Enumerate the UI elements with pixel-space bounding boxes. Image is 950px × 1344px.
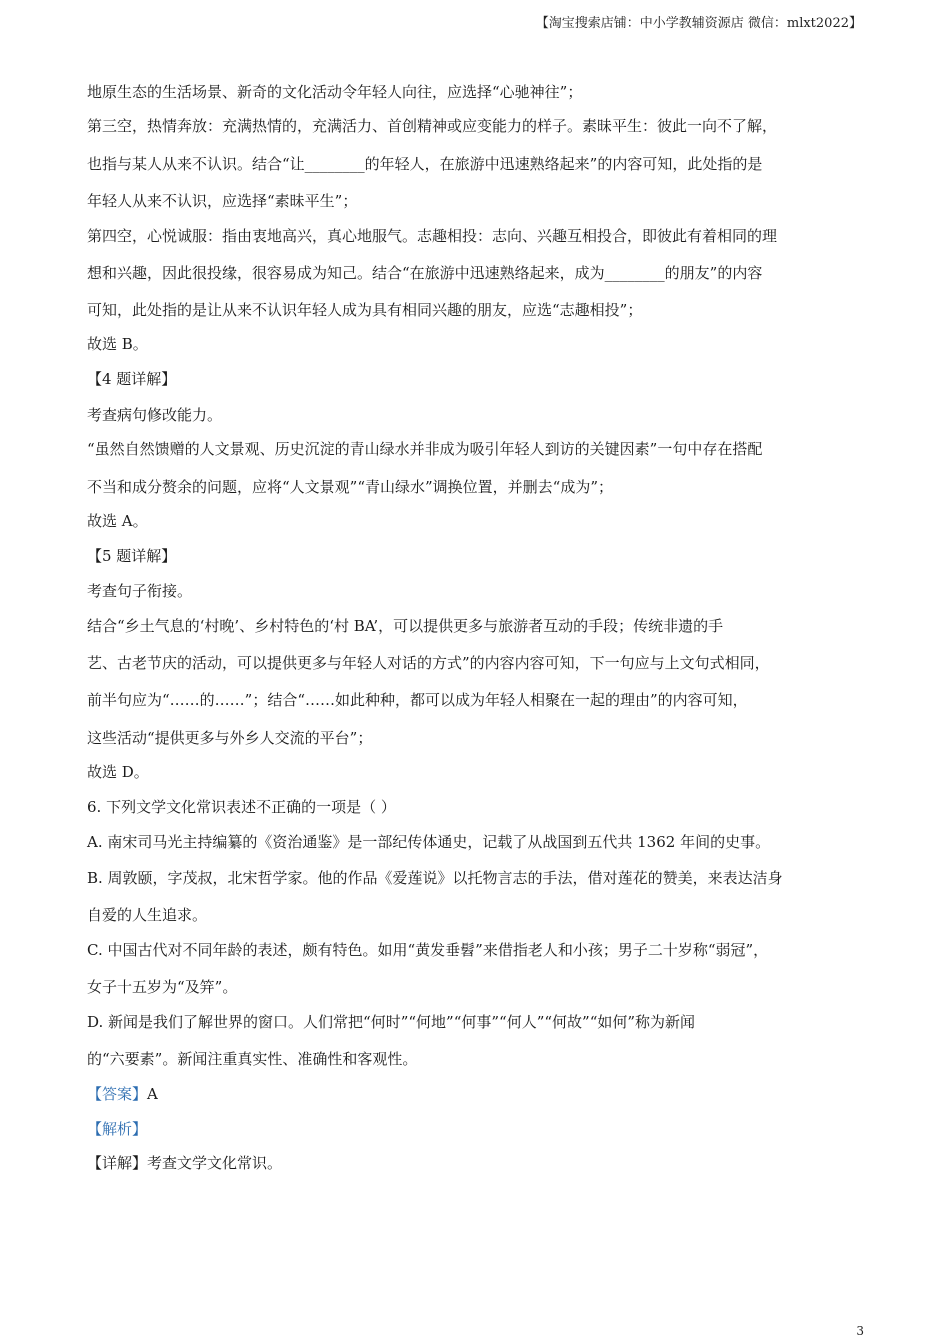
answer-value: A: [147, 1085, 158, 1103]
section-heading-q4: 【4 题详解】: [87, 370, 177, 388]
option-b: B. 周敦颐，字茂叔，北宋哲学家。他的作品《爱莲说》以托物言志的手法，借对莲花的赞美，来表达洁身: [87, 869, 783, 887]
page-number: 3: [856, 1324, 864, 1338]
text-line: 想和兴趣，因此很投缘，很容易成为知己。结合“在旅游中迅速熟络起来，成为________的朋友”的内容: [87, 264, 763, 282]
text-line: 可知，此处指的是让从来不认识年轻人成为具有相同兴趣的朋友，应选“志趣相投”；: [87, 301, 643, 319]
analysis-label: 【解析】: [87, 1120, 148, 1138]
option-c: C. 中国古代对不同年龄的表述，颇有特色。如用“黄发垂髫”来借指老人和小孩；男子二十岁称“弱冠”，: [87, 941, 769, 959]
option-b-continued: 自爱的人生追求。: [87, 906, 208, 924]
text-line: 考查病句修改能力。: [87, 406, 223, 424]
text-line: 前半句应为“……的……”；结合“……如此种种，都可以成为年轻人相聚在一起的理由”的内容可知，: [87, 691, 748, 709]
text-line: 考查句子衔接。: [87, 582, 193, 600]
text-line: 第四空，心悦诚服：指由衷地高兴，真心地服气。志趣相投：志向、兴趣互相投合，即彼此有着相同的理: [87, 227, 778, 245]
answer-label: 【答案】: [87, 1085, 148, 1103]
text-line: 也指与某人从来不认识。结合“让________的年轻人，在旅游中迅速熟络起来”的内容可知，此处指的是: [87, 155, 763, 173]
header-watermark-note: 【淘宝搜索店铺：中小学教辅资源店 微信：mlxt2022】: [535, 16, 862, 31]
text-line: 这些活动“提供更多与外乡人交流的平台”；: [87, 729, 373, 747]
text-line: 故选 D。: [87, 763, 149, 781]
option-d-continued: 的“六要素”。新闻注重真实性、准确性和客观性。: [87, 1050, 418, 1068]
text-line: 艺、古老节庆的活动，可以提供更多与年轻人对话的方式”的内容内容可知，下一句应与上文句式相同，: [87, 654, 770, 672]
text-line: 第三空，热情奔放：充满热情的，充满活力、首创精神或应变能力的样子。素昧平生：彼此一向不了解，: [87, 117, 778, 135]
text-line: “虽然自然馈赠的人文景观、历史沉淀的青山绿水并非成为吸引年轻人到访的关键因素”一句中存在搭配: [87, 440, 763, 458]
option-a: A. 南宋司马光主持编纂的《资治通鉴》是一部纪传体通史，记载了从战国到五代共 1362 年间的史事。: [87, 833, 771, 851]
text-line: 结合“乡土气息的‘村晚’、乡村特色的‘村 BA’，可以提供更多与旅游者互动的手段；传统非遗的手: [87, 617, 724, 635]
option-d: D. 新闻是我们了解世界的窗口。人们常把“何时”“何地”“何事”“何人”“何故”“如何”称为新闻: [87, 1013, 696, 1031]
text-line: 故选 A。: [87, 512, 148, 530]
text-line: 年轻人从来不认识，应选择“素昧平生”；: [87, 192, 358, 210]
question-6-stem: 6. 下列文学文化常识表述不正确的一项是（ ）: [87, 798, 396, 816]
section-heading-q5: 【5 题详解】: [87, 547, 177, 565]
detail-line: 【详解】考查文学文化常识。: [87, 1154, 283, 1172]
option-c-continued: 女子十五岁为“及笄”。: [87, 978, 238, 996]
text-line: 地原生态的生活场景、新奇的文化活动令年轻人向往，应选择“心驰神往”；: [87, 83, 583, 101]
answer-line: [87, 1084, 158, 1104]
text-line: 故选 B。: [87, 335, 148, 353]
text-line: 不当和成分赘余的问题，应将“人文景观”“青山绿水”调换位置，并删去“成为”；: [87, 478, 614, 496]
